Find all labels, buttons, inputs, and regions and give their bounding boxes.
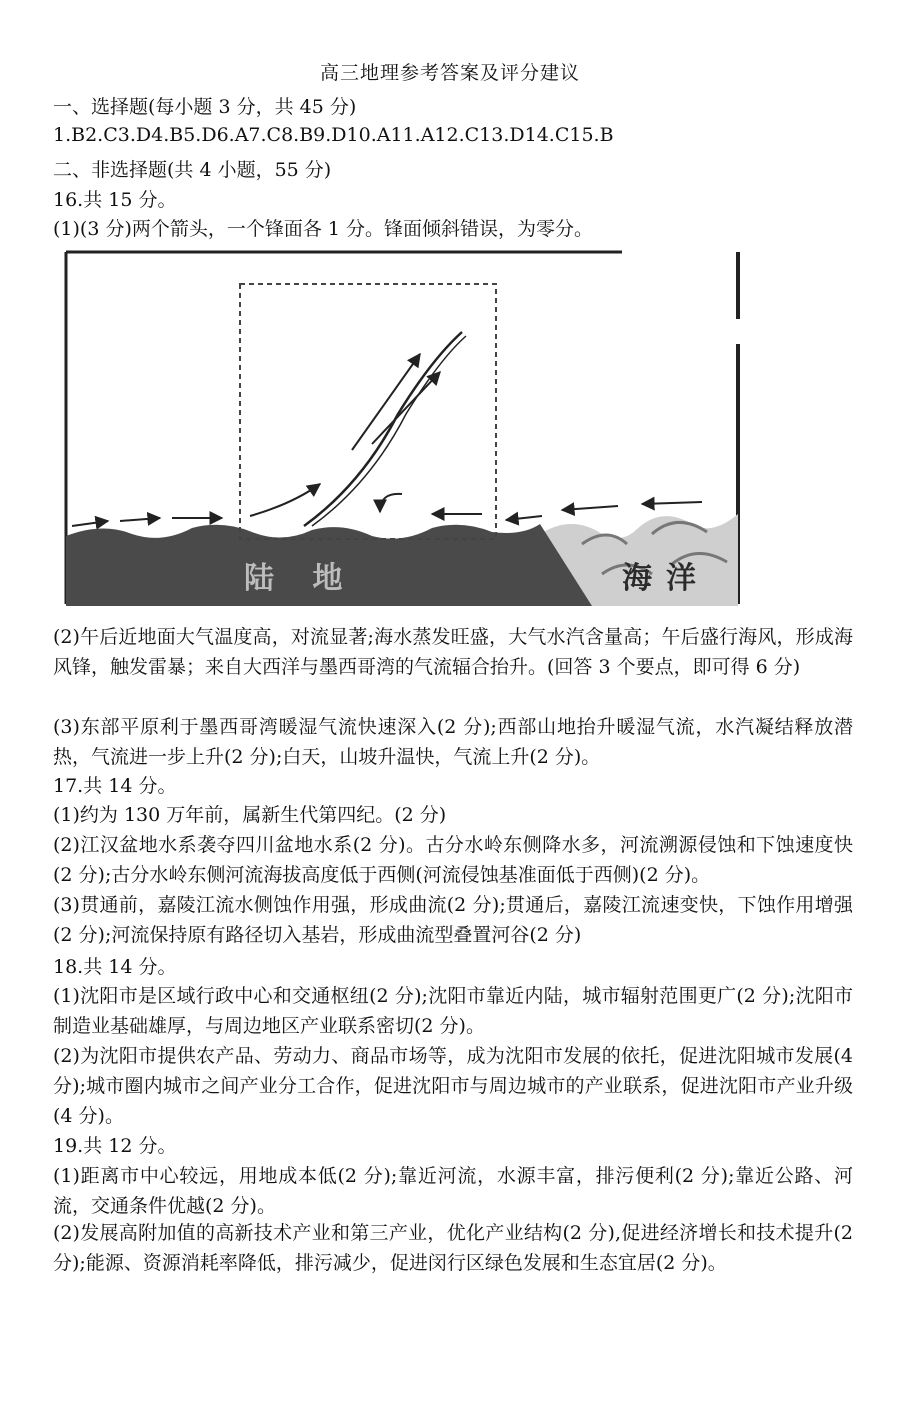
land-wind-arrows [72, 518, 222, 526]
sea-label: 海洋 [622, 561, 710, 596]
q17-total: 17.共 14 分。 [53, 775, 177, 797]
q19-part1: (1)距离市中心较远，用地成本低(2 分);靠近河流，水源丰富，排污便利(2 分);靠近公路、河流，交通条件优越(2 分)。 [53, 1165, 853, 1217]
page-title: 高三地理参考答案及评分建议 [319, 62, 580, 84]
q16-part3: (3)东部平原利于墨西哥湾暖湿气流快速深入(2 分);西部山地抬升暖湿气流，水汽凝结释放潜热，气流进一步上升(2 分);白天，山坡升温快，气流上升(2 分)。 [53, 716, 853, 768]
q16-total: 16.共 15 分。 [53, 189, 177, 211]
sea-breeze-front-diagram [62, 244, 752, 610]
front-zone-box [240, 284, 496, 539]
q17-part3: (3)贯通前，嘉陵江流水侧蚀作用强，形成曲流(2 分);贯通后，嘉陵江流速变快，下蚀作用增强(2 分);河流保持原有路径切入基岩，形成曲流型叠置河谷(2 分) [53, 894, 853, 946]
q19-total: 19.共 12 分。 [53, 1135, 177, 1157]
q17-part2: (2)江汉盆地水系袭夺四川盆地水系(2 分)。古分水岭东侧降水多，河流溯源侵蚀和下蚀速度快(2 分);古分水岭东侧河流海拔高度低于西侧(河流侵蚀基准面低于西侧)(2 分)。 [53, 834, 853, 886]
land-label: 陆 地 [244, 561, 357, 596]
q18-total: 18.共 14 分。 [53, 956, 177, 978]
q17-part1: (1)约为 130 万年前，属新生代第四纪。(2 分) [53, 804, 447, 826]
q16-part1: (1)(3 分)两个箭头，一个锋面各 1 分。锋面倾斜错误，为零分。 [53, 218, 594, 240]
q19-part2: (2)发展高附加值的高新技术产业和第三产业，优化产业结构(2 分),促进经济增长和技术提升(2 分);能源、资源消耗率降低，排污减少，促进闵行区绿色发展和生态宜居(2 分)。 [53, 1222, 853, 1274]
q16-part2: (2)午后近地面大气温度高，对流显著;海水蒸发旺盛，大气水汽含量高；午后盛行海风，形成海风锋，触发雷暴；来自大西洋与墨西哥湾的气流辐合抬升。(回答 3 个要点，即可得 6 分) [53, 626, 853, 678]
section1-heading: 一、选择题(每小题 3 分，共 45 分) [53, 96, 357, 118]
q18-part1: (1)沈阳市是区域行政中心和交通枢纽(2 分);沈阳市靠近内陆，城市辐射范围更广(2 分);沈阳市制造业基础雄厚，与周边地区产业联系密切(2 分)。 [53, 985, 853, 1037]
section2-heading: 二、非选择题(共 4 小题，55 分) [53, 159, 332, 181]
rising-airflow-arrows [250, 332, 466, 526]
q18-part2: (2)为沈阳市提供农产品、劳动力、商品市场等，成为沈阳市发展的依托，促进沈阳城市发展(4 分);城市圈内城市之间产业分工合作，促进沈阳市与周边城市的产业联系，促进沈阳市产业升级(4 分)。 [53, 1045, 853, 1127]
choice-answers: 1.B2.C3.D4.B5.D6.A7.C8.B9.D10.A11.A12.C13.D14.C15.B [53, 124, 614, 146]
sea-breeze-arrows [380, 494, 702, 520]
